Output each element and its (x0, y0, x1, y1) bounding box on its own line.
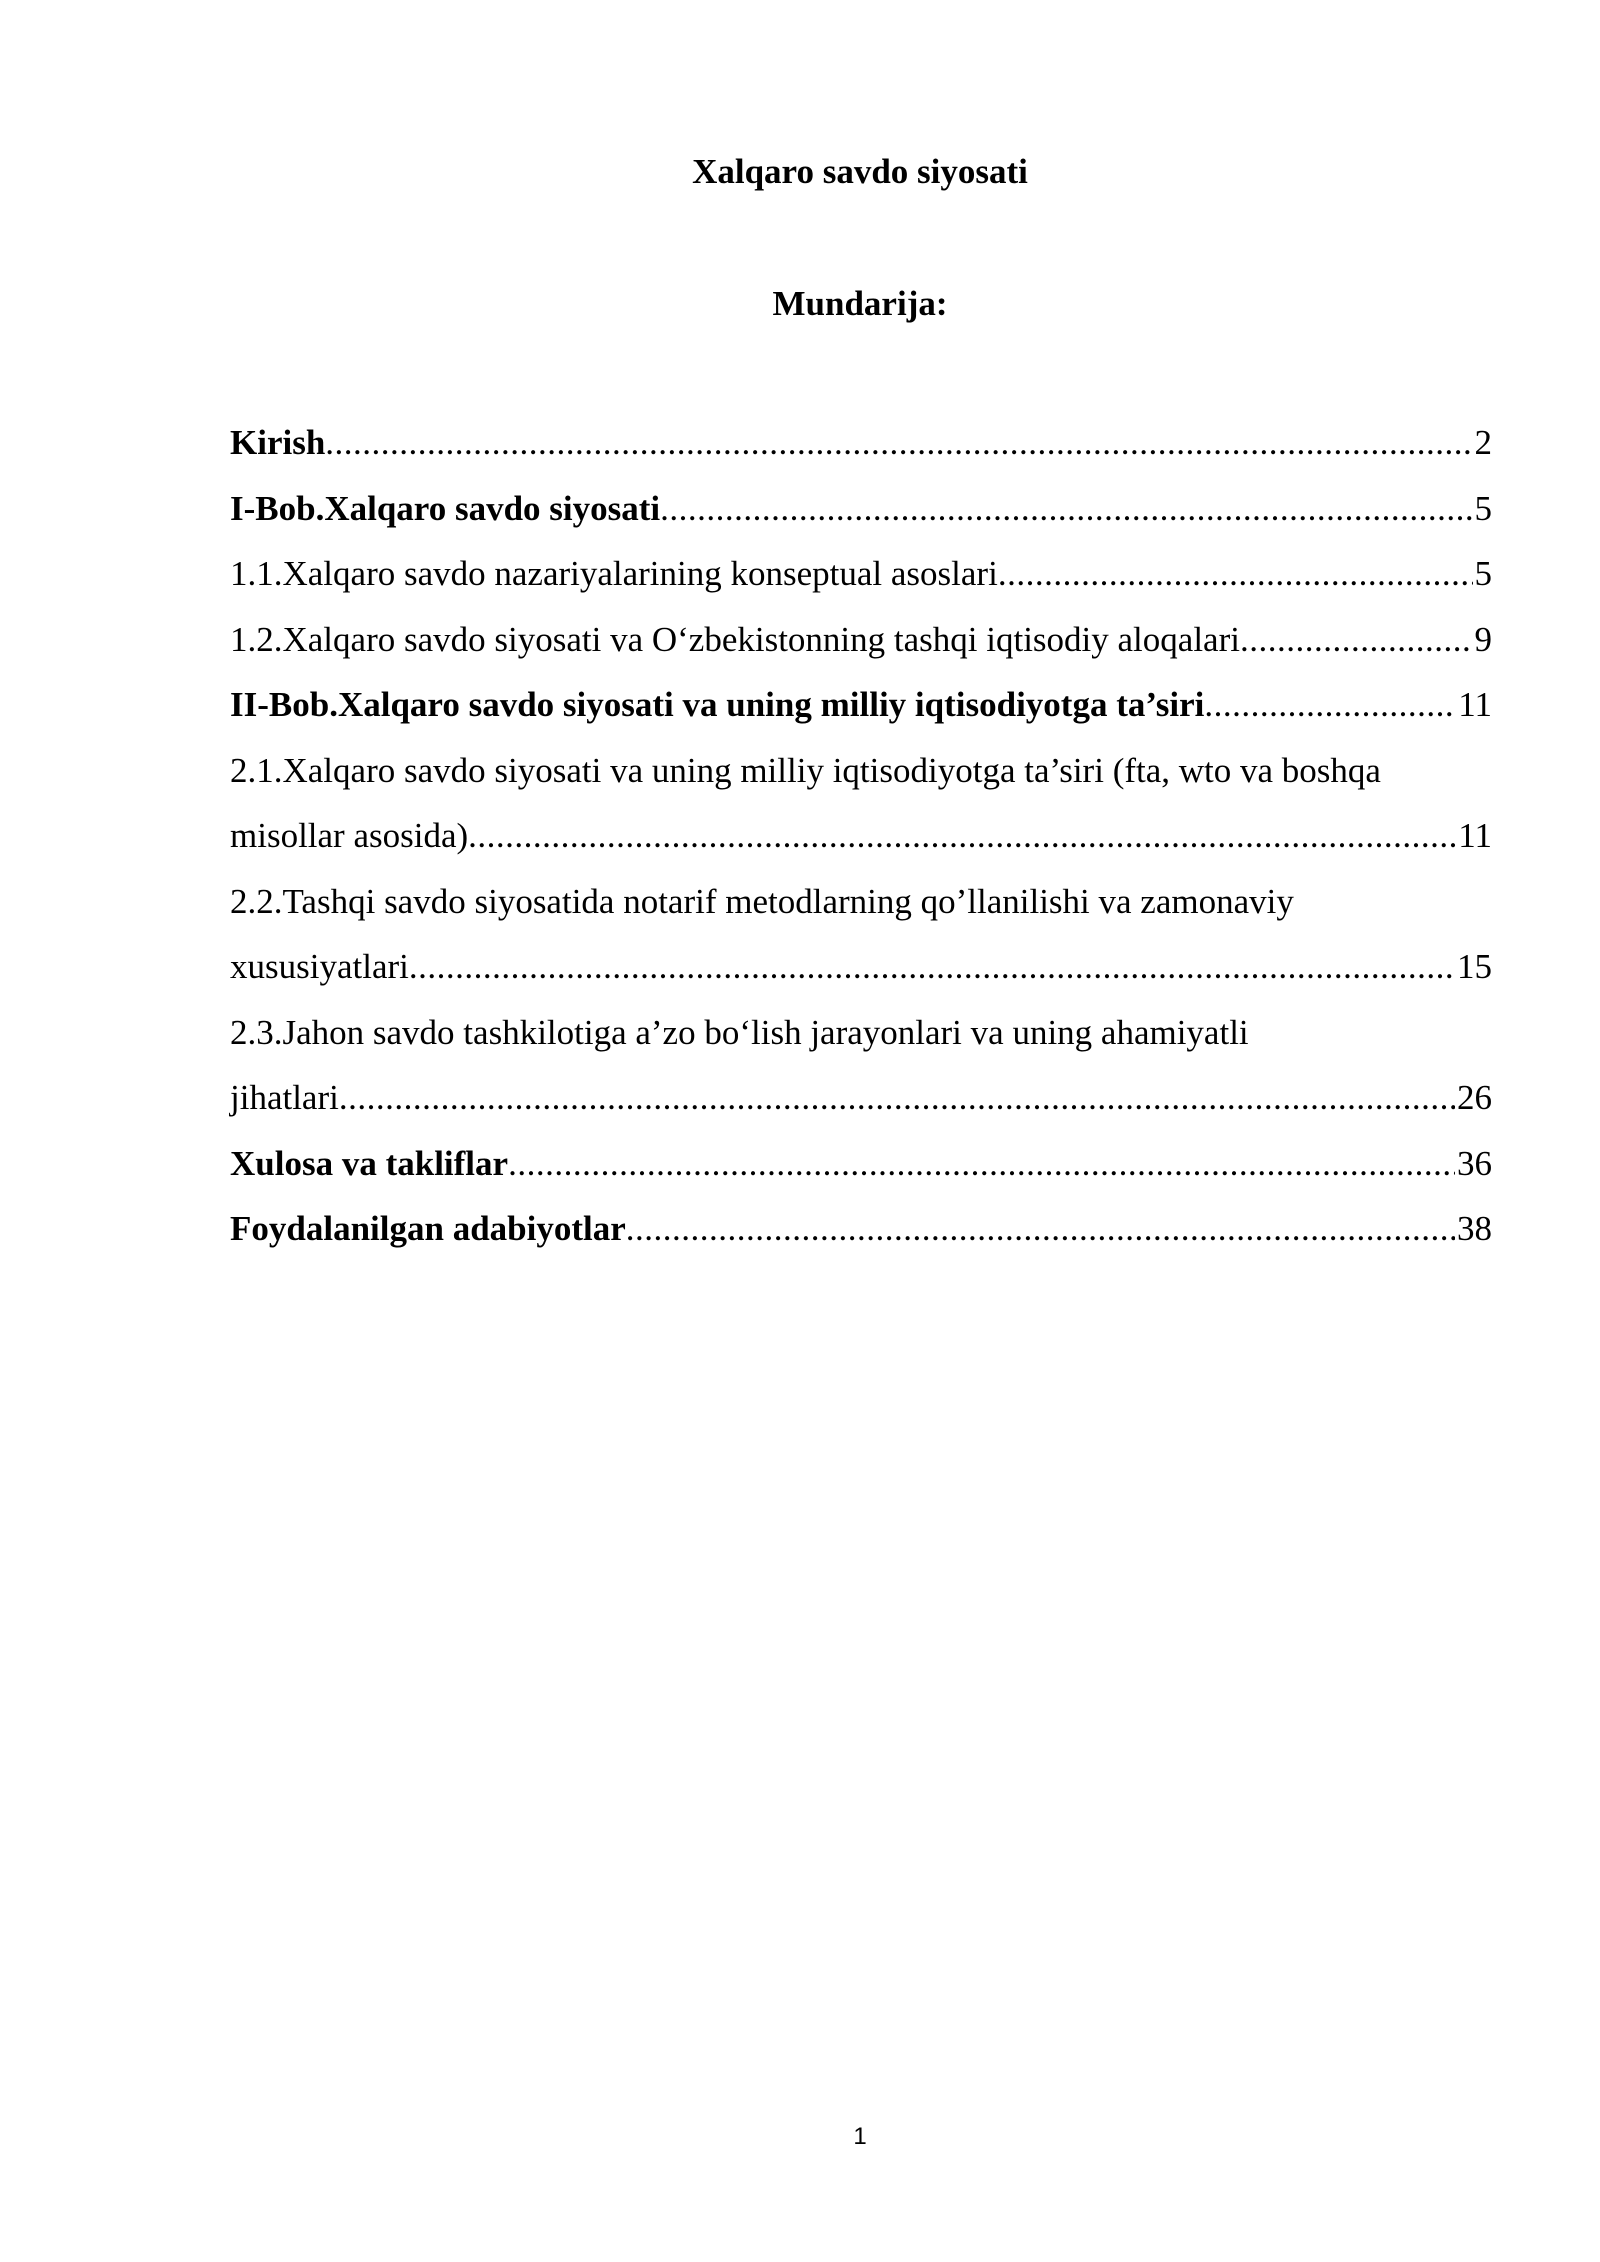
toc-entry-section-2-1 (230, 738, 1492, 869)
toc-entry-chapter-2 (230, 672, 1492, 738)
toc-entry-page: 38 (1457, 1209, 1492, 1248)
dot-leader (660, 476, 1472, 542)
toc-entry-title: II-Bob.Xalqaro savdo siyosati va uning milliy iqtisodiyotga ta’siri (230, 685, 1205, 724)
toc-entry-page: 9 (1474, 619, 1492, 659)
toc-entry-continuation (230, 803, 1492, 869)
toc-entry-conclusion (230, 1131, 1492, 1197)
toc-entry-page: 11 (1458, 816, 1492, 855)
toc-entry-page: 2 (1474, 423, 1492, 462)
toc-entry-title: Kirish (230, 423, 326, 462)
dot-leader (626, 1196, 1455, 1262)
page-number: 1 (853, 2123, 867, 2150)
toc-entry-kirish (230, 410, 1492, 476)
document-title: Xalqaro savdo siyosati (692, 152, 1028, 191)
toc-entry-title-line: 2.2.Tashqi savdo siyosatida notarif metodlarning qo’llanilishi va zamonaviy (230, 881, 1294, 921)
toc-entry-page: 5 (1474, 488, 1492, 528)
toc-entry-section-1-1 (230, 541, 1492, 607)
toc-entry-title: 1.2.Xalqaro savdo siyosati va O‘zbekistonning tashqi iqtisodiy aloqalari (230, 619, 1240, 659)
dot-leader (339, 1065, 1455, 1131)
dot-leader (1204, 672, 1456, 738)
dot-leader (1240, 607, 1473, 673)
dot-leader (325, 410, 1472, 476)
table-of-contents (230, 410, 1492, 1262)
dot-leader (409, 934, 1455, 1000)
toc-entry-page: 5 (1474, 554, 1492, 593)
toc-entry-references (230, 1196, 1492, 1262)
toc-entry-page: 11 (1458, 685, 1492, 724)
toc-entry-title: jihatlari (230, 1078, 339, 1117)
dot-leader (998, 541, 1473, 607)
toc-entry-continuation (230, 1065, 1492, 1131)
toc-entry-title: xususiyatlari (230, 947, 409, 986)
toc-entry-section-1-2 (230, 607, 1492, 673)
toc-entry-chapter-1 (230, 476, 1492, 542)
toc-entry-title: 1.1.Xalqaro savdo nazariyalarining konseptual asoslari (230, 554, 998, 593)
toc-entry-title: Foydalanilgan adabiyotlar (230, 1209, 626, 1248)
toc-entry-page: 36 (1457, 1143, 1492, 1183)
toc-entry-section-2-2 (230, 869, 1492, 1000)
toc-entry-section-2-3 (230, 1000, 1492, 1131)
toc-entry-page: 15 (1457, 947, 1492, 986)
toc-entry-title: I-Bob.Xalqaro savdo siyosati (230, 488, 661, 528)
toc-entry-title: misollar asosida) (230, 816, 469, 855)
toc-entry-title-line: 2.1.Xalqaro savdo siyosati va uning milliy iqtisodiyotga ta’siri (fta, wto va boshqa (230, 750, 1381, 790)
toc-heading: Mundarija: (772, 284, 948, 323)
dot-leader (468, 803, 1456, 869)
toc-entry-page: 26 (1457, 1078, 1492, 1117)
toc-entry-title: Xulosa va takliflar (230, 1143, 509, 1183)
toc-entry-continuation (230, 934, 1492, 1000)
toc-entry-title-line: 2.3.Jahon savdo tashkilotiga a’zo bo‘lish jarayonlari va uning ahamiyatli (230, 1012, 1249, 1052)
dot-leader (508, 1131, 1455, 1197)
